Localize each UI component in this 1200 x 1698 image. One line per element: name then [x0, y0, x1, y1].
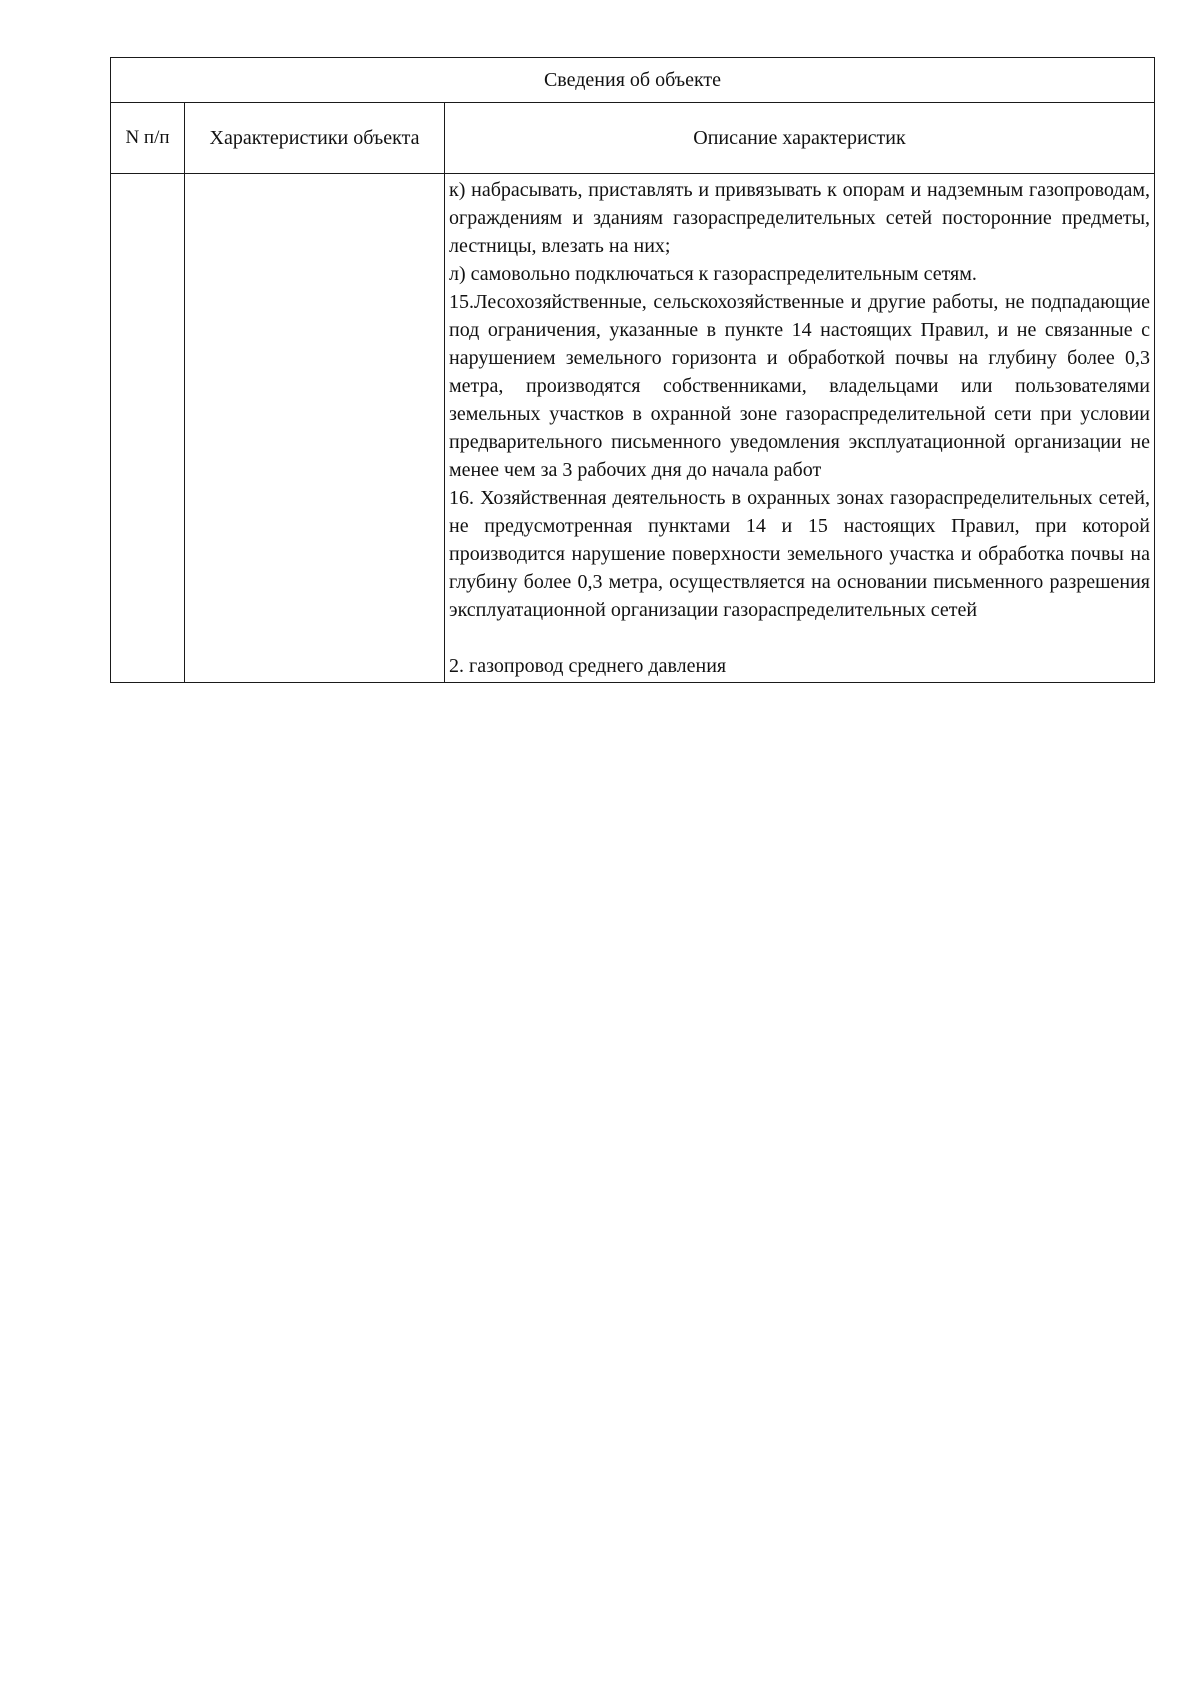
paragraph-k: к) набрасывать, приставлять и привязывать к опорам и надземным газопроводам, ограждениям и зданиям газораспределительных сетей посторонние предметы, лестницы, влезать на них;	[449, 179, 1151, 257]
row-characteristics-cell	[185, 174, 445, 683]
blank-line	[449, 624, 1150, 652]
table-row	[111, 174, 1155, 683]
paragraph-16: 16. Хозяйственная деятельность в охранных зонах газораспределительных сетей, не предусмотренная пунктами 14 и 15 настоящих Правил, при которой производится нарушение поверхности земельного участка и обработка почвы на глубину более 0,3 метра, осуществляется на основании письменного разрешения эксплуатационной организации газораспределительных сетей	[449, 487, 1151, 621]
header-description: Описание характеристик	[445, 103, 1155, 174]
row-num-cell	[111, 174, 185, 683]
header-num: N п/п	[111, 103, 185, 174]
header-characteristics: Характеристики объекта	[185, 103, 445, 174]
table-title: Сведения об объекте	[111, 58, 1155, 103]
paragraph-l: л) самовольно подключаться к газораспределительным сетям.	[449, 263, 977, 285]
final-item: 2. газопровод среднего давления	[449, 655, 727, 677]
row-description-cell	[445, 174, 1155, 683]
object-info-table	[110, 57, 1155, 683]
table-header-row	[111, 103, 1155, 174]
table-title-row	[111, 58, 1155, 103]
paragraph-15: 15.Лесохозяйственные, сельскохозяйственные и другие работы, не подпадающие под ограничения, указанные в пункте 14 настоящих Правил, и не связанные с нарушением земельного горизонта и обработкой почвы на глубину более 0,3 метра, производятся собственниками, владельцами или пользователями земельных участков в охранной зоне газораспределительной сети при условии предварительного письменного уведомления эксплуатационной организации не менее чем за 3 рабочих дня до начала работ	[449, 291, 1151, 481]
